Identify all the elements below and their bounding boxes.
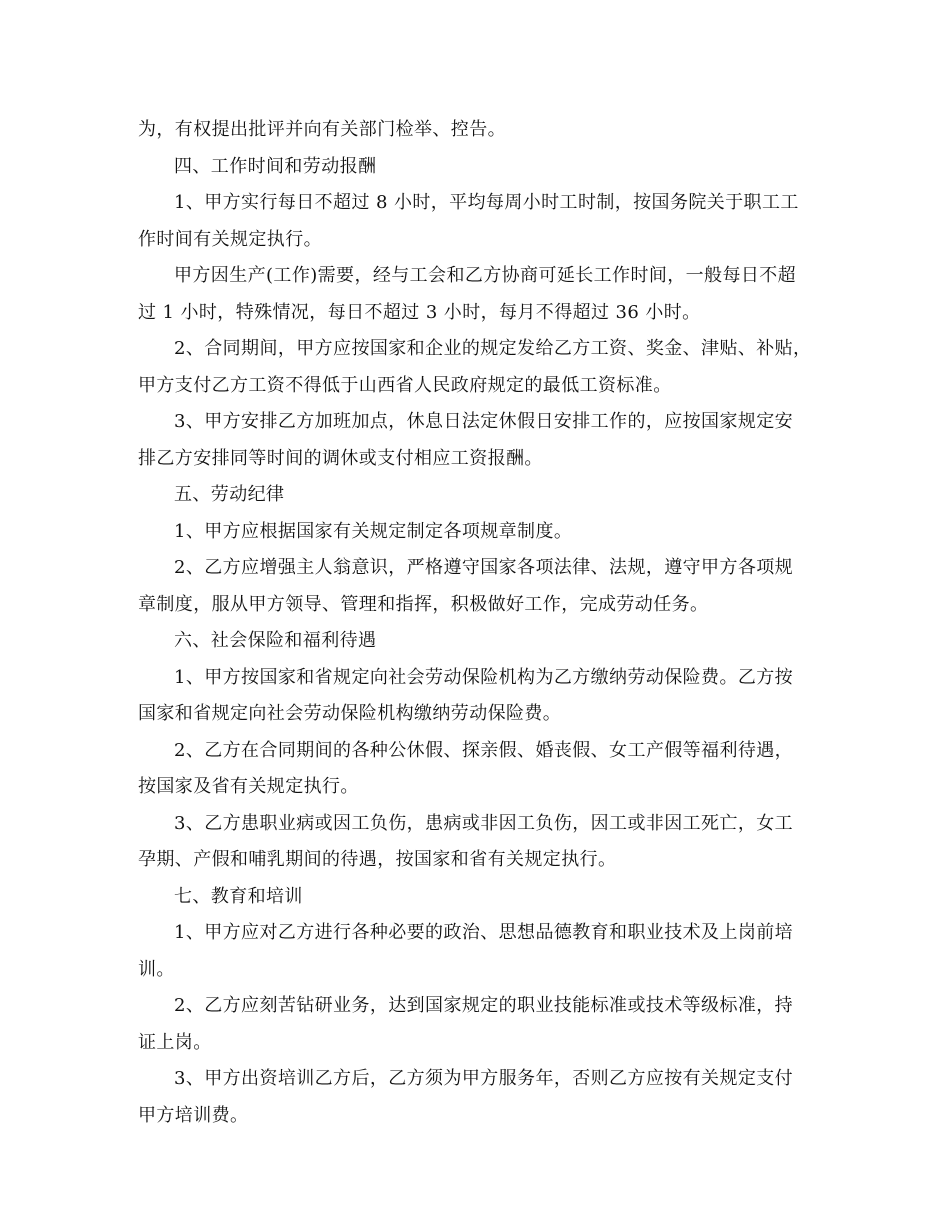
section-heading: 五、劳动纪律 xyxy=(174,484,285,505)
text-line: 过 1 小时，特殊情况，每日不超过 3 小时，每月不得超过 36 小时。 xyxy=(138,301,701,323)
text-line: 按国家及省有关规定执行。 xyxy=(138,776,359,797)
text-line: 孕期、产假和哺乳期间的待遇，按国家和省有关规定执行。 xyxy=(138,849,617,870)
paragraph-line: 2、乙方应增强主人翁意识，严格遵守国家各项法律、法规，遵守甲方各项规 xyxy=(174,557,794,578)
text-line: 甲方支付乙方工资不得低于山西省人民政府规定的最低工资标准。 xyxy=(138,374,672,396)
paragraph-line: 1、甲方应根据国家有关规定制定各项规章制度。 xyxy=(174,520,573,542)
paragraph-line: 3、甲方出资培训乙方后，乙方须为甲方服务年，否则乙方应按有关规定支付 xyxy=(174,1068,794,1089)
paragraph-line: 1、甲方应对乙方进行各种必要的政治、思想品德教育和职业技术及上岗前培 xyxy=(174,922,794,943)
section-heading: 四、工作时间和劳动报酬 xyxy=(174,155,377,177)
paragraph-line: 1、甲方实行每日不超过 8 小时，平均每周小时工时制，按国务院关于职工工 xyxy=(174,192,799,213)
paragraph-line: 2、乙方应刻苦钻研业务，达到国家规定的职业技能标准或技术等级标准，持 xyxy=(174,995,794,1016)
text-line: 甲方培训费。 xyxy=(138,1104,249,1126)
paragraph-line: 3、甲方安排乙方加班加点，休息日法定休假日安排工作的，应按国家规定安 xyxy=(174,411,794,432)
section-heading: 七、教育和培训 xyxy=(174,885,303,907)
document-body xyxy=(138,112,828,1134)
paragraph-line: 3、乙方患职业病或因工负伤，患病或非因工负伤，因工或非因工死亡，女工 xyxy=(174,812,794,834)
text-line: 为，有权提出批评并向有关部门检举、控告。 xyxy=(138,119,506,140)
paragraph-line: 2、合同期间，甲方应按国家和企业的规定发给乙方工资、奖金、津贴、补贴， xyxy=(174,338,812,359)
text-line: 训。 xyxy=(138,958,175,980)
paragraph-line: 1、甲方按国家和省规定向社会劳动保险机构为乙方缴纳劳动保险费。乙方按 xyxy=(174,666,794,688)
paragraph-line: 2、乙方在合同期间的各种公休假、探亲假、婚丧假、女工产假等福利待遇， xyxy=(174,739,794,761)
text-line: 证上岗。 xyxy=(138,1031,212,1053)
text-line: 章制度，服从甲方领导、管理和指挥，积极做好工作，完成劳动任务。 xyxy=(138,593,709,615)
text-line: 排乙方安排同等时间的调休或支付相应工资报酬。 xyxy=(138,447,543,469)
text-line: 作时间有关规定执行。 xyxy=(138,228,322,250)
text-line: 国家和省规定向社会劳动保险机构缴纳劳动保险费。 xyxy=(138,703,562,724)
paragraph-line: 甲方因生产(工作)需要，经与工会和乙方协商可延长工作时间，一般每日不超 xyxy=(174,265,797,286)
section-heading: 六、社会保险和福利待遇 xyxy=(174,630,377,651)
